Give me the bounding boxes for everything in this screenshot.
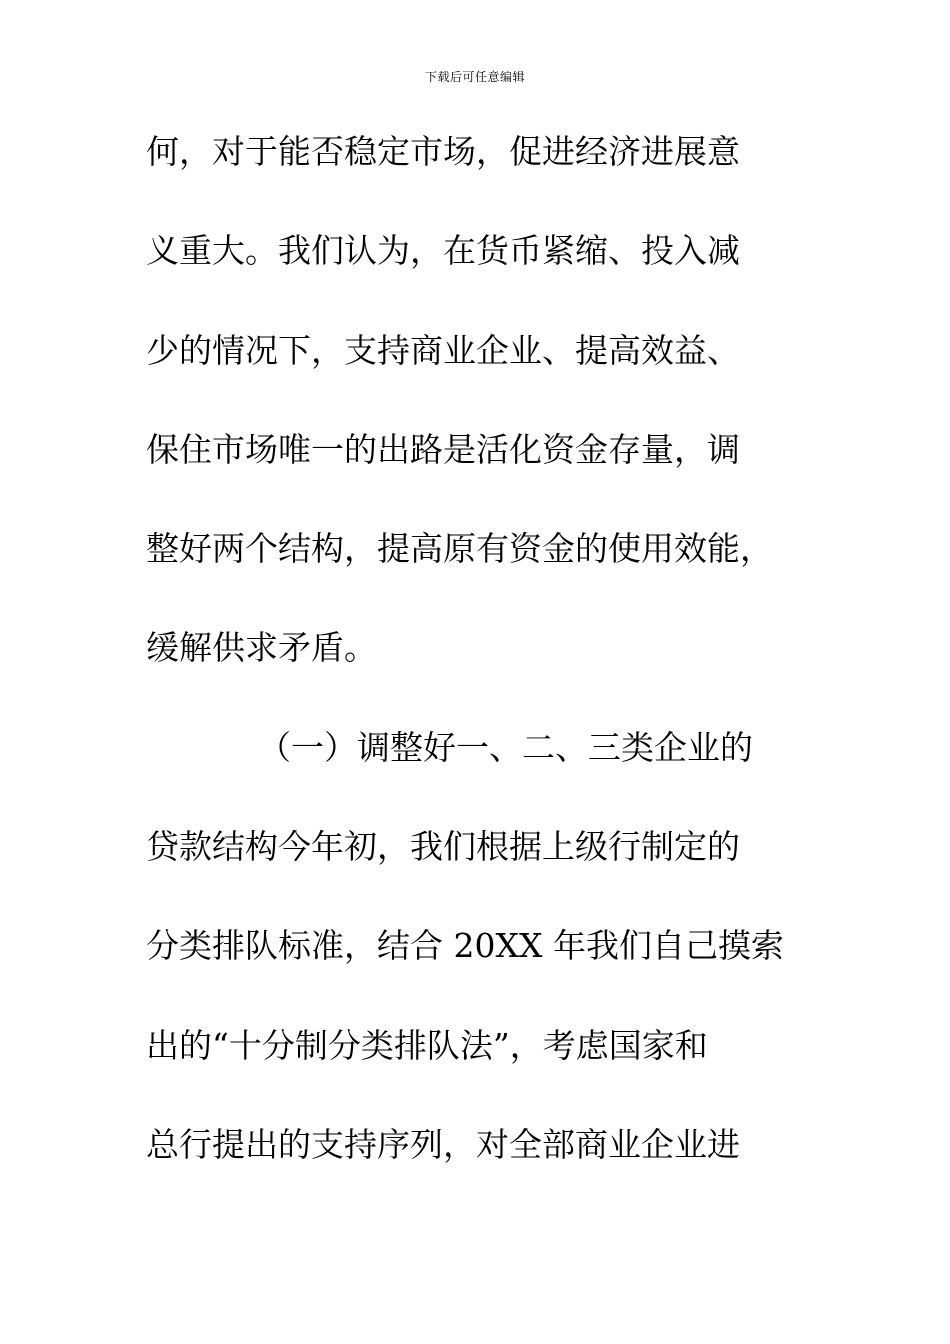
text-line: 缓解供求矛盾。 [146, 628, 377, 668]
text-line: 整好两个结构，提高原有资金的使用效能， [146, 529, 773, 569]
text-line: 贷款结构今年初，我们根据上级行制定的 [146, 827, 740, 867]
text-line: 出的“十分制分类排队法”，考虑国家和 [146, 1025, 708, 1065]
text-line: 义重大。我们认为，在货币紧缩、投入减 [146, 231, 740, 271]
text-line: 总行提出的支持序列，对全部商业企业进 [146, 1124, 740, 1164]
header-note: 下载后可任意编辑 [424, 70, 525, 84]
body-text [146, 122, 806, 1214]
text-line: 少的情况下，支持商业企业、提高效益、 [146, 330, 740, 370]
text-line: 何，对于能否稳定市场，促进经济进展意 [146, 132, 740, 171]
section-heading-line: （一）调整好一、二、三类企业的 [258, 727, 753, 767]
text-line: 保住市场唯一的出路是活化资金存量，调 [146, 429, 740, 469]
text-line: 分类排队标准，结合 20XX 年我们自己摸索 [146, 926, 784, 966]
